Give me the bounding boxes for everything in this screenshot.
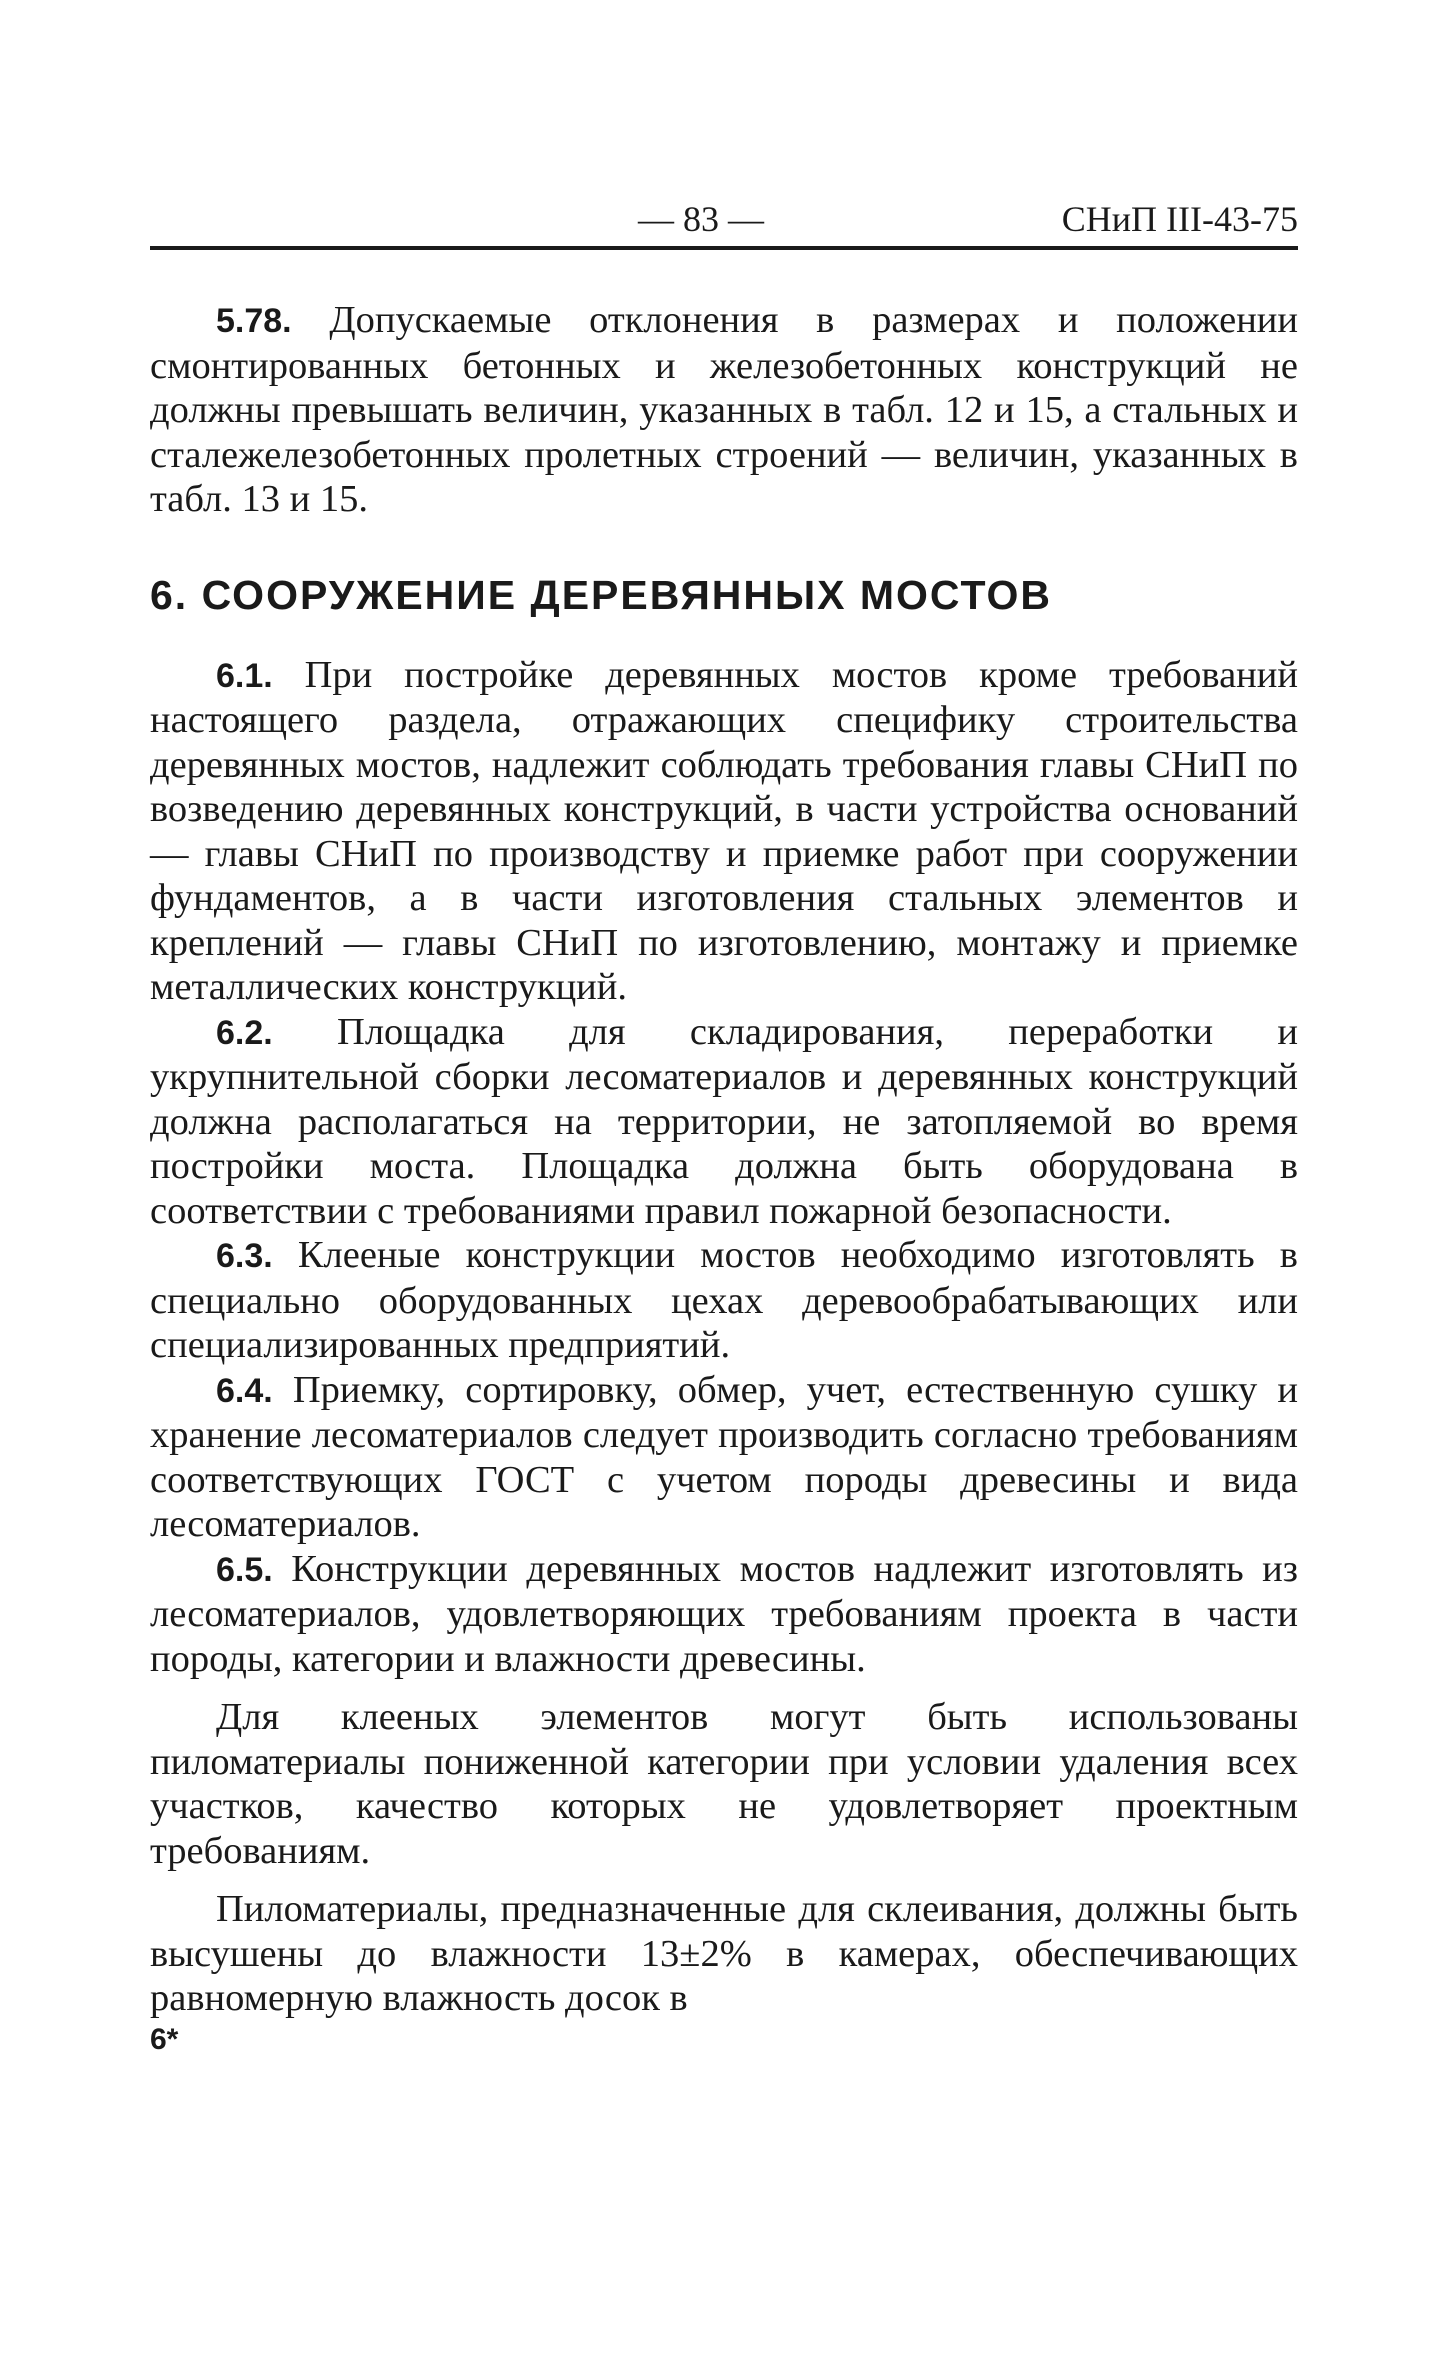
clause-text: Допускаемые отклонения в размерах и положении смонтированных бетонных и железобетонных конструкций не должны превышать величин, указанных в табл. 12 и 15, а стальных и сталежелезобетонных пролетных строений — величин, указанных в табл. 13 и 15. (150, 299, 1298, 520)
clause-text: Клееные конструкции мостов необходимо изготовлять в специально оборудованных цехах деревообрабатывающих или специализированных предприятий. (150, 1234, 1298, 1366)
section-title: 6. СООРУЖЕНИЕ ДЕРЕВЯННЫХ МОСТОВ (150, 571, 1053, 618)
clause-number: 5.78. (216, 302, 292, 340)
clause-number: 6.1. (216, 656, 273, 695)
clause-text: При постройке деревянных мостов кроме требований настоящего раздела, отражающих специфику строительства деревянных мостов, надлежит соблюдать требования главы СНиП по возведению деревянных конструкций, в части устройства оснований — главы СНиП по производству и приемке работ при сооружении фундаментов, а в части изготовления стальных элементов и креплений — главы СНиП по изготовлению, монтажу и приемке металлических конструкций. (150, 653, 1298, 1008)
page-number: — 83 — (638, 199, 764, 239)
paragraph-glued-elements: Для клееных элементов могут быть использованы пиломатериалы пониженной категории при условии удаления всех участков, качество которых не удовлетворяет проектным требованиям. (150, 1696, 1298, 1872)
clause-text: Площадка для складирования, переработки и укрупнительной сборки лесоматериалов и деревянных конструкций должна располагаться на территории, не затопляемой во время постройки моста. Площадка должна быть оборудована в соответствии с требованиями правил пожарной безопасности. (150, 1010, 1298, 1232)
clause-6-2 (150, 1010, 1298, 1234)
clause-number: 6.4. (216, 1371, 273, 1410)
clause-5-78 (150, 298, 1298, 522)
paragraph-lumber-drying: Пиломатериалы, предназначенные для склеивания, должны быть высушены до влажности 13±2% в камерах, обеспечивающих равномерную влажность досок в (150, 1888, 1298, 2019)
signature-mark: 6* (150, 2022, 179, 2056)
clause-number: 6.3. (216, 1237, 273, 1275)
clause-6-1 (150, 653, 1298, 1010)
page-header (150, 190, 1298, 246)
clause-number: 6.5. (216, 1550, 273, 1589)
clause-text: Приемку, сортировку, обмер, учет, естественную сушку и хранение лесоматериалов следует производить согласно требованиям соответствующих ГОСТ с учетом породы древесины и вида лесоматериалов. (150, 1368, 1298, 1545)
clause-6-5 (150, 1547, 1298, 1682)
clause-6-3 (150, 1233, 1298, 1368)
document-code: СНиП III-43-75 (1061, 199, 1298, 239)
clause-6-4 (150, 1368, 1298, 1547)
clause-number: 6.2. (216, 1013, 273, 1052)
document-page (150, 190, 1298, 2057)
header-rule (150, 246, 1298, 250)
clause-text: Конструкции деревянных мостов надлежит изготовлять из лесоматериалов, удовлетворяющих требованиям проекта в части породы, категории и влажности древесины. (150, 1547, 1298, 1680)
